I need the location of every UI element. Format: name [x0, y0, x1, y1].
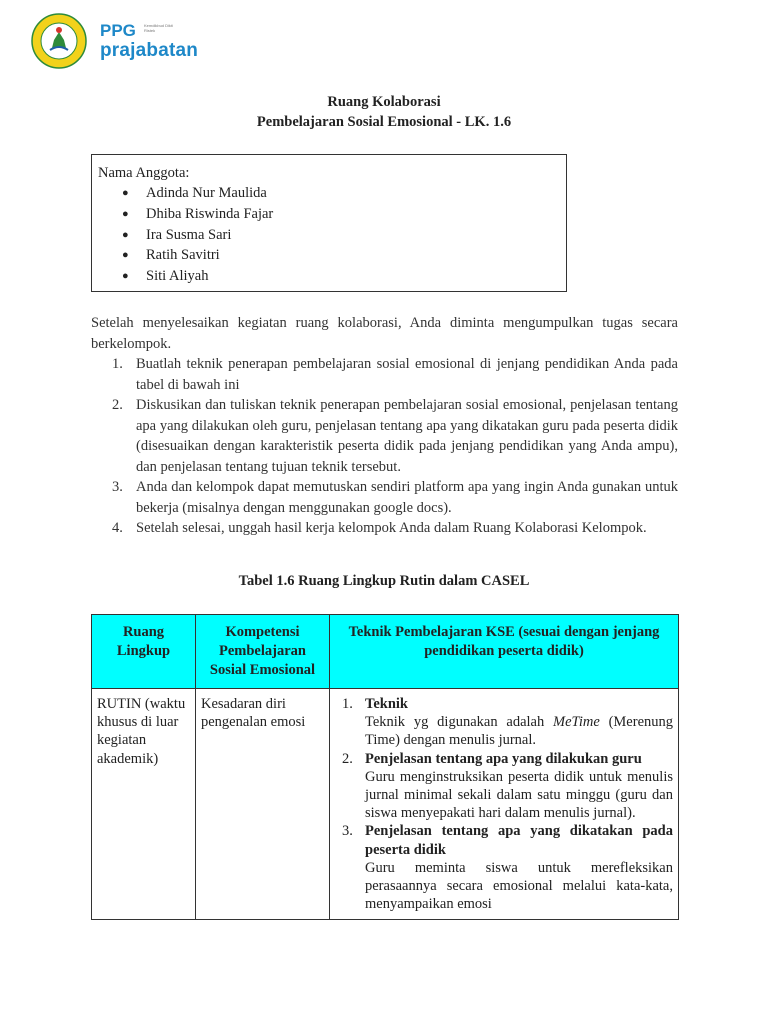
step-text: Setelah selesai, unggah hasil kerja kelompok Anda dalam Ruang Kolaborasi Kelompok.: [136, 520, 647, 536]
brand-top: PPG: [100, 21, 136, 40]
step-number: 2.: [112, 397, 123, 413]
table-header-row: [92, 615, 679, 689]
list-item: ● Adinda Nur Maulida: [98, 183, 560, 204]
item-text: Guru meminta siswa untuk merefleksikan perasaannya secara emosional melalui kata-kata, menyampaikan emosi: [365, 859, 673, 913]
table-row: [92, 689, 679, 920]
item-heading: Teknik: [365, 696, 408, 712]
item-text: [365, 713, 673, 749]
step-text: Diskusikan dan tuliskan teknik penerapan pembelajaran sosial emosional, penjelasan tentang apa yang dilakukan oleh guru, penjelasan tentang apa yang dikatakan guru pada peserta didik (disesuaikan dengan karakteristik peserta didik pada jenjang pendidikan yang Anda ampu), dan penjelasan tentang tujuan teknik tersebut.: [136, 397, 678, 475]
header-ruang-lingkup: Ruang Lingkup: [92, 615, 196, 689]
list-item: ● Ratih Savitri: [98, 245, 560, 266]
cell-ruang-lingkup: RUTIN (waktu khusus di luar kegiatan akademik): [92, 689, 196, 920]
list-item: [91, 518, 678, 539]
list-item: ● Dhiba Riswinda Fajar: [98, 204, 560, 225]
header-logos: [30, 12, 200, 70]
document-subtitle: Pembelajaran Sosial Emosional - LK. 1.6: [256, 114, 512, 130]
item-text: Guru menginstruksikan peserta didik untuk menulis jurnal minimal sekali dalam satu minggu (guru dan siswa menyepakati hari dalam menulis jurnal).: [365, 768, 673, 822]
list-item: [335, 750, 673, 823]
member-list: [98, 183, 560, 287]
item-number: 2.: [342, 750, 353, 767]
item-text-part: (Merenung Time) dengan menulis jurnal.: [365, 714, 673, 749]
brand-bottom: prajabatan: [100, 40, 199, 61]
header-teknik: Teknik Pembelajaran KSE (sesuai dengan jenjang pendidikan peserta didik): [330, 615, 679, 689]
member-label: Nama Anggota:: [98, 165, 190, 181]
intro-paragraph: Setelah menyelesaikan kegiatan ruang kolaborasi, Anda diminta mengumpulkan tugas secara berkelompok.: [91, 315, 678, 352]
cell-kompetensi: Kesadaran diri pengenalan emosi: [196, 689, 330, 920]
instruction-steps: [91, 354, 678, 539]
item-number: 1.: [342, 696, 353, 712]
step-number: 4.: [112, 520, 123, 536]
step-text: Anda dan kelompok dapat memutuskan sendiri platform apa yang ingin Anda gunakan untuk bekerja (misalnya dengan menggunakan google docs).: [136, 479, 678, 516]
list-item: [335, 695, 673, 750]
list-item: [91, 354, 678, 395]
table-caption: Tabel 1.6 Ruang Lingkup Rutin dalam CASEL: [238, 573, 530, 589]
member-box: [91, 154, 567, 292]
item-heading: Penjelasan tentang apa yang dilakukan guru: [365, 750, 642, 767]
kse-table: [91, 614, 679, 920]
list-item: ● Ira Susma Sari: [98, 225, 560, 246]
step-number: 3.: [112, 479, 123, 495]
brand-tagline: Kemdikbud Dikti Ristek: [144, 23, 173, 33]
list-item: [91, 395, 678, 477]
document-title: Ruang Kolaborasi: [327, 94, 441, 110]
item-text-part: Teknik yg digunakan adalah: [365, 714, 554, 731]
item-text-italic: MeTime: [553, 714, 600, 731]
cell-teknik: [330, 689, 679, 920]
list-item: ● Siti Aliyah: [98, 266, 560, 287]
item-number: 3.: [342, 823, 353, 840]
header-kompetensi: Kompetensi Pembelajaran Sosial Emosional: [196, 615, 330, 689]
list-item: [335, 822, 673, 913]
university-seal-icon: [30, 12, 90, 70]
step-number: 1.: [112, 356, 123, 372]
ppg-prajabatan-logo: [100, 22, 198, 62]
item-heading: Penjelasan tentang apa yang dikatakan pada peserta didik: [365, 823, 673, 858]
step-text: Buatlah teknik penerapan pembelajaran sosial emosional di jenjang pendidikan Anda pada tabel di bawah ini: [136, 356, 678, 393]
list-item: [91, 477, 678, 518]
technique-list: [335, 695, 673, 913]
instructions: [91, 313, 678, 539]
